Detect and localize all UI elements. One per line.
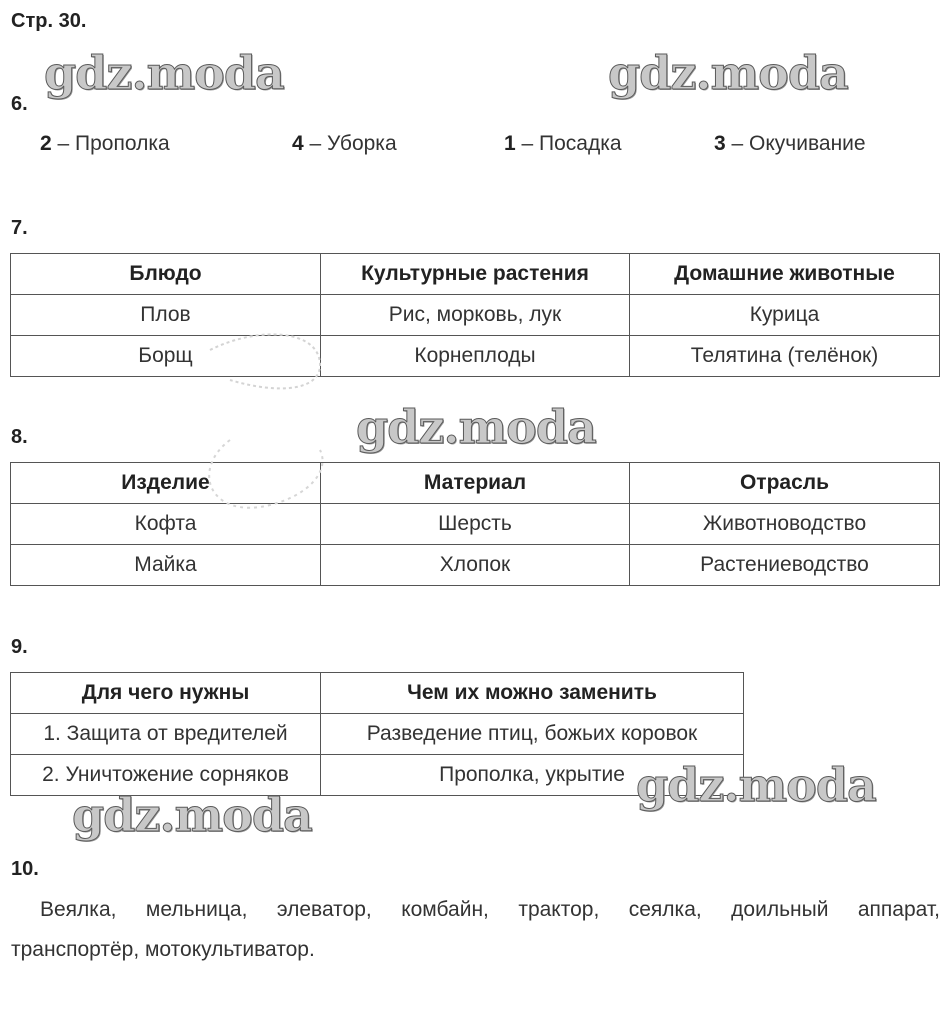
task6-number: 6. [11, 93, 28, 115]
task6-item-2 [292, 132, 397, 156]
table-header-cell: Домашние животные [630, 254, 940, 295]
task6-item-3-num: 1 [504, 132, 516, 155]
table-cell: Разведение птиц, божьих коровок [321, 714, 744, 755]
table-header-row [11, 673, 744, 714]
table-cell: Кофта [11, 504, 321, 545]
task6-item-1 [40, 132, 170, 156]
table-row [11, 714, 744, 755]
task6-item-4-text: – Окучивание [725, 132, 866, 155]
table-cell: 1. Защита от вредителей [11, 714, 321, 755]
table-header-cell: Отрасль [630, 463, 940, 504]
table-cell: Рис, морковь, лук [321, 295, 630, 336]
table-row [11, 545, 940, 586]
table-header-cell: Культурные растения [321, 254, 630, 295]
table-row [11, 504, 940, 545]
task10-number: 10. [11, 858, 39, 880]
task8-number: 8. [11, 426, 28, 448]
table-header-cell: Материал [321, 463, 630, 504]
table-header-cell: Блюдо [11, 254, 321, 295]
watermark-logo: gdz.moda [636, 758, 876, 812]
task7-table [10, 253, 940, 377]
table-cell: Борщ [11, 336, 321, 377]
scribble-decoration [170, 320, 370, 530]
task7-number: 7. [11, 217, 28, 239]
table-cell: Шерсть [321, 504, 630, 545]
watermark-logo: gdz.moda [356, 400, 596, 454]
table-header-row [11, 254, 940, 295]
task6-item-4-num: 3 [714, 132, 726, 155]
task9-table [10, 672, 744, 796]
table-header-row [11, 463, 940, 504]
task6-item-2-num: 4 [292, 132, 304, 155]
watermark-logo: gdz.moda [72, 788, 312, 842]
task10-line-2: транспортёр, мотокультиватор. [11, 938, 315, 961]
table-cell: Хлопок [321, 545, 630, 586]
task6-item-4 [714, 132, 866, 156]
page-header: Стр. 30. [11, 10, 87, 32]
task6-item-3-text: – Посадка [515, 132, 622, 155]
table-row [11, 295, 940, 336]
table-cell: Растениеводство [630, 545, 940, 586]
task6-item-1-text: – Прополка [51, 132, 170, 155]
table-header-cell: Изделие [11, 463, 321, 504]
watermark-logo: gdz.moda [44, 46, 284, 100]
task6-item-2-text: – Уборка [303, 132, 397, 155]
table-cell: Телятина (телёнок) [630, 336, 940, 377]
task8-table [10, 462, 940, 586]
task10-line-1: Веялка, мельница, элеватор, комбайн, трактор, сеялка, доильный аппарат, [40, 898, 940, 921]
table-cell: Корнеплоды [321, 336, 630, 377]
table-cell: Животноводство [630, 504, 940, 545]
table-cell: Курица [630, 295, 940, 336]
task6-item-1-num: 2 [40, 132, 52, 155]
table-cell: Прополка, укрытие [321, 755, 744, 796]
table-cell: 2. Уничтожение сорняков [11, 755, 321, 796]
task6-item-3 [504, 132, 622, 156]
table-header-cell: Чем их можно заменить [321, 673, 744, 714]
table-row [11, 755, 744, 796]
table-cell: Плов [11, 295, 321, 336]
watermark-logo: gdz.moda [608, 46, 848, 100]
task10-paragraph [11, 890, 940, 970]
task9-number: 9. [11, 636, 28, 658]
table-header-cell: Для чего нужны [11, 673, 321, 714]
table-cell: Майка [11, 545, 321, 586]
table-row [11, 336, 940, 377]
